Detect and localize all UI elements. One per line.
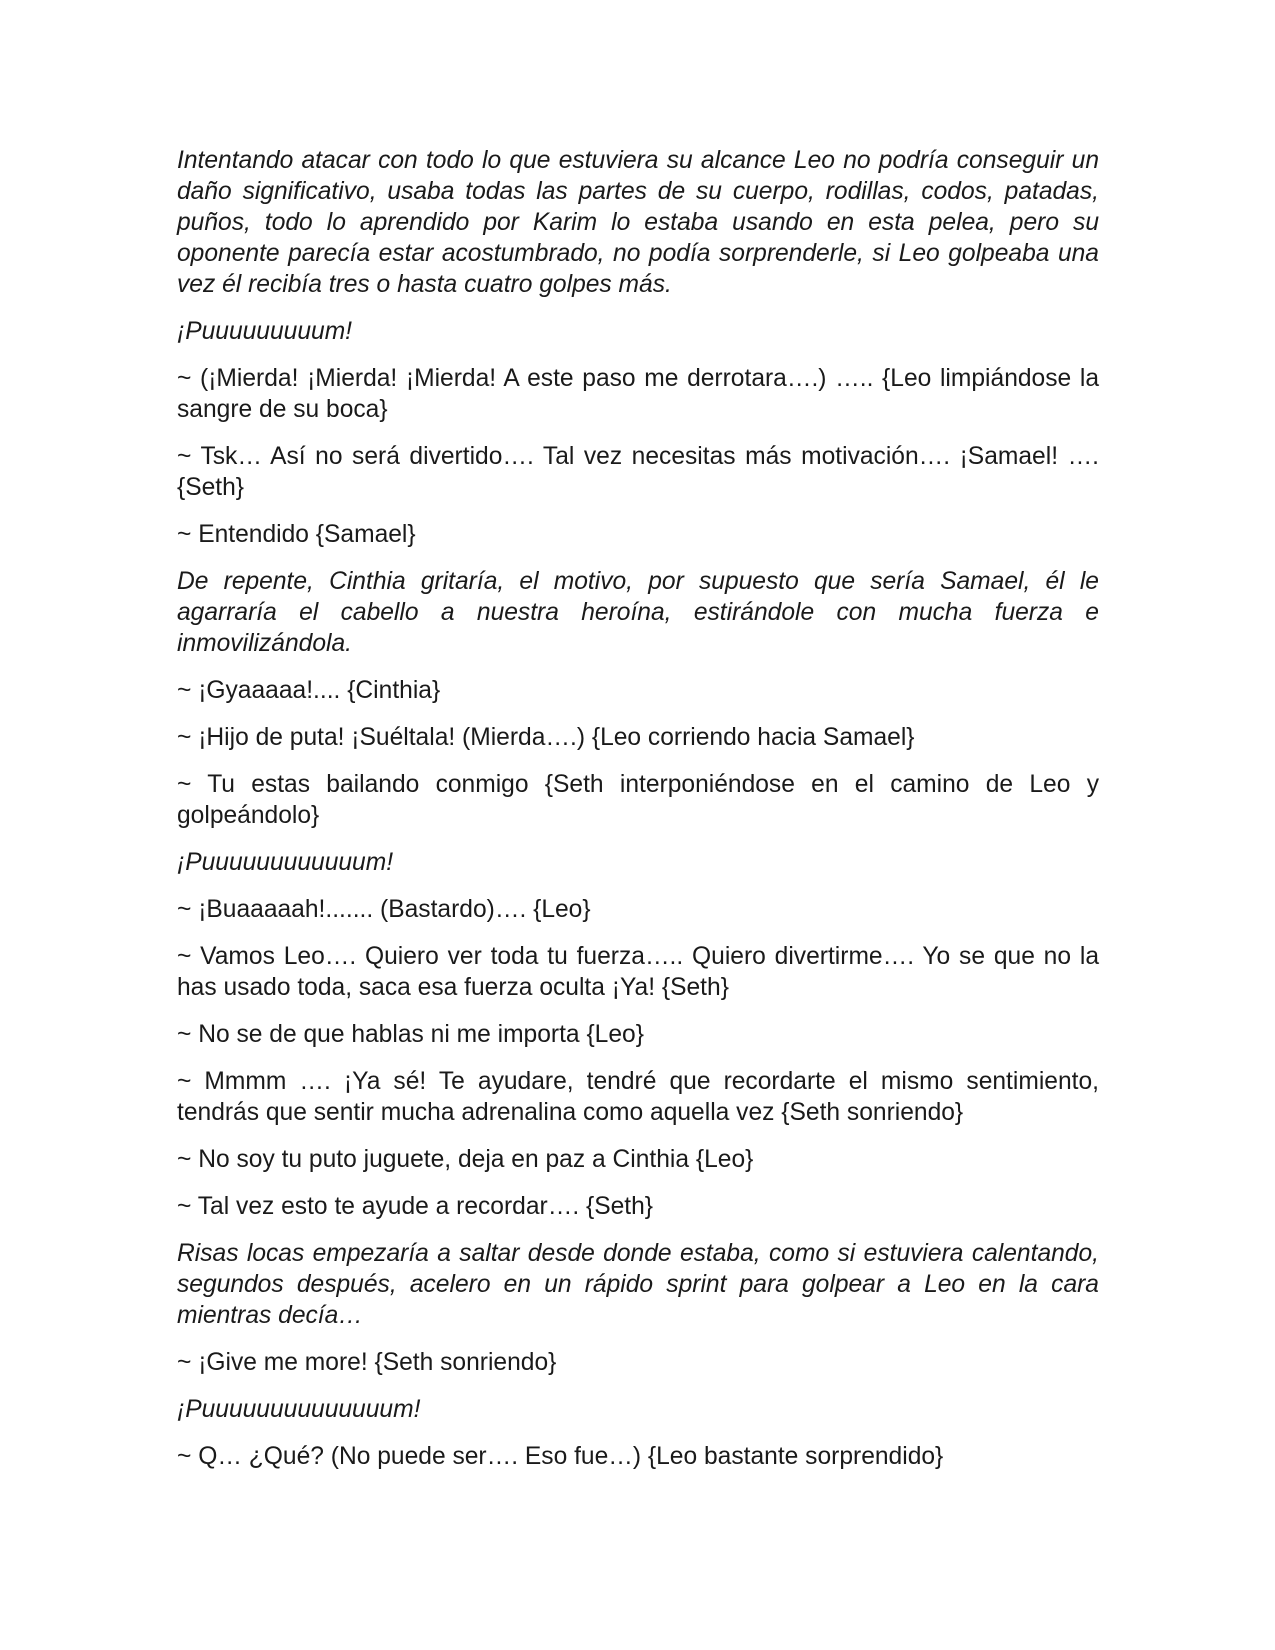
dialogue-line: ~ Vamos Leo…. Quiero ver toda tu fuerza….. Quiero divertirme…. Yo se que no la has usado toda, saca esa fuerza oculta ¡Ya! {Seth} xyxy=(177,943,1099,1001)
narration-paragraph: De repente, Cinthia gritaría, el motivo, por supuesto que sería Samael, él le agarraría el cabello a nuestra heroína, estirándole con mucha fuerza e inmovilizándola. xyxy=(177,568,1099,657)
narration-paragraph: Intentando atacar con todo lo que estuviera su alcance Leo no podría conseguir un daño significativo, usaba todas las partes de su cuerpo, rodillas, codos, patadas, puños, todo lo aprendido por Karim lo estaba usando en esta pelea, pero su oponente parecía estar acostumbrado, no podía sorprenderle, si Leo golpeaba una vez él recibía tres o hasta cuatro golpes más. xyxy=(177,147,1099,298)
dialogue-line: ~ ¡Hijo de puta! ¡Suéltala! (Mierda….) {Leo corriendo hacia Samael} xyxy=(177,724,915,751)
dialogue-line: ~ Tsk… Así no será divertido…. Tal vez necesitas más motivación…. ¡Samael! …. {Seth} xyxy=(177,443,1099,501)
dialogue-line: ~ Mmmm …. ¡Ya sé! Te ayudare, tendré que recordarte el mismo sentimiento, tendrás que sentir mucha adrenalina como aquella vez {Seth sonriendo} xyxy=(177,1068,1099,1126)
dialogue-line: ~ ¡Give me more! {Seth sonriendo} xyxy=(177,1349,557,1376)
dialogue-line: ~ (¡Mierda! ¡Mierda! ¡Mierda! A este paso me derrotara….) ….. {Leo limpiándose la sangre de su boca} xyxy=(177,365,1099,423)
dialogue-line: ~ No se de que hablas ni me importa {Leo} xyxy=(177,1021,644,1048)
sound-effect-line: ¡Puuuuuuuuum! xyxy=(177,318,353,345)
document-page xyxy=(177,145,1099,1488)
sound-effect-line: ¡Puuuuuuuuuuuum! xyxy=(177,849,394,876)
dialogue-line: ~ Q… ¿Qué? (No puede ser…. Eso fue…) {Leo bastante sorprendido} xyxy=(177,1443,944,1470)
dialogue-line: ~ ¡Gyaaaaa!.... {Cinthia} xyxy=(177,677,441,704)
narration-paragraph: Risas locas empezaría a saltar desde donde estaba, como si estuviera calentando, segundos después, acelero en un rápido sprint para golpear a Leo en la cara mientras decía… xyxy=(177,1240,1099,1329)
dialogue-line: ~ Tu estas bailando conmigo {Seth interponiéndose en el camino de Leo y golpeándolo} xyxy=(177,771,1099,829)
dialogue-line: ~ ¡Buaaaaah!....... (Bastardo)…. {Leo} xyxy=(177,896,591,923)
dialogue-line: ~ Entendido {Samael} xyxy=(177,521,416,548)
dialogue-line: ~ No soy tu puto juguete, deja en paz a Cinthia {Leo} xyxy=(177,1146,754,1173)
dialogue-line: ~ Tal vez esto te ayude a recordar…. {Seth} xyxy=(177,1193,653,1220)
sound-effect-line: ¡Puuuuuuuuuuuuuum! xyxy=(177,1396,421,1423)
